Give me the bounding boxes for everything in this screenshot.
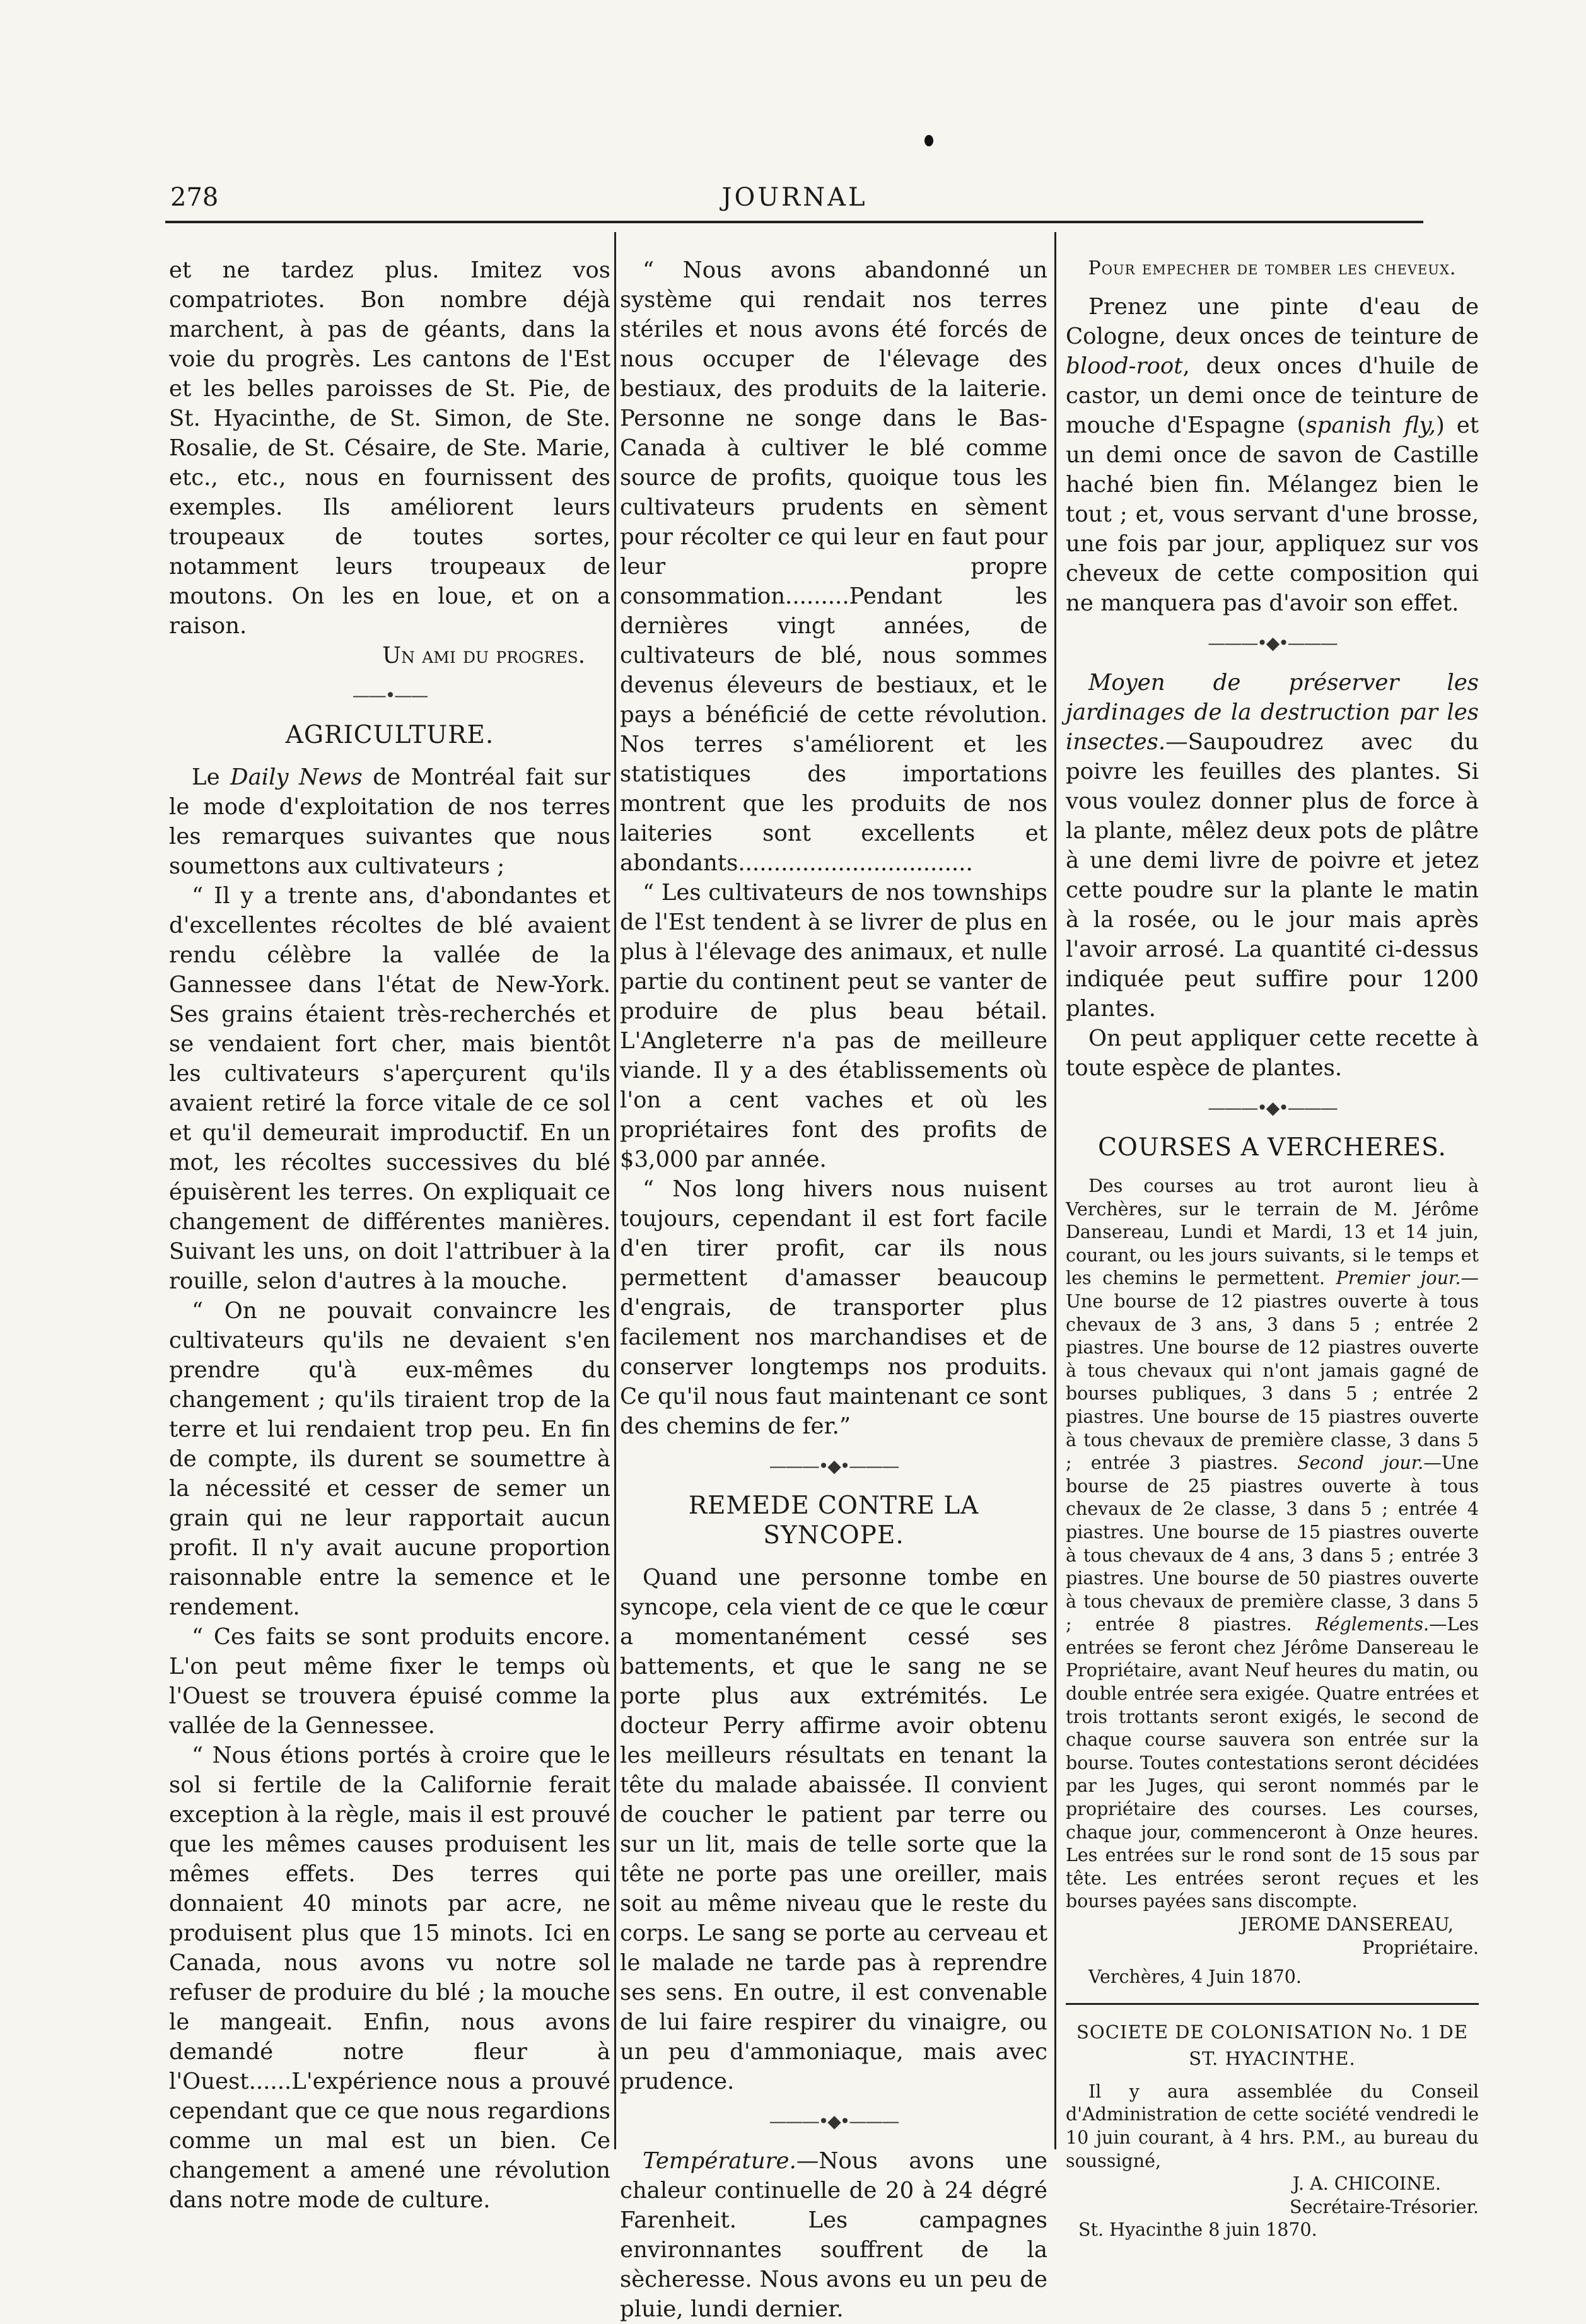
- article-heading: REMEDE CONTRE LA SYNCOPE.: [688, 1492, 979, 1550]
- signature-title: Propriétaire.: [1362, 1937, 1479, 1958]
- paragraph: “ On ne pouvait convaincre les cultivateurs qu'ils ne devaient s'en prendre qu'à eux-mêmes du changement ; qu'ils tiraient trop de la terre et lui rendaient trop peu. En fin de compte, ils durent se soumettre à la nécessité et cesser de semer un grain qui ne leur rapportait aucun profit. Il n'y avait aucune proportion raisonnable entre la semence et le rendement.: [169, 1298, 610, 1620]
- article-heading: AGRICULTURE.: [285, 721, 494, 749]
- paragraph: Prenez une pinte d'eau de Cologne, deux onces de teinture de blood-root, deux onces d'huile de castor, un demi once de teinture de mouche d'Espagne (spanish fly,) et un demi once de savon de Castille haché bien fin. Mélangez bien le tout ; et, vous servant d'une brosse, une fois par jour, appliquez sur vos cheveux de cette composition qui ne manquera pas d'avoir son effet.: [1066, 294, 1479, 616]
- paragraph: “ Nos long hivers nous nuisent toujours, cependant il est fort facile d'en tirer profit, car ils nous permettent d'amasser beaucoup d'engrais, de transporter plus facilement nos marchandises et de conserver longtemps nos produits. Ce qu'il nous faut maintenant ce sont des chemins de fer.”: [620, 1176, 1047, 1439]
- paragraph: On peut appliquer cette recette à toute espèce de plantes.: [1066, 1025, 1479, 1081]
- paragraph: Température.—Nous avons une chaleur continuelle de 20 à 24 dégré Farenheit. Les campagnes environnantes souffrent de la sècheresse. Nous avons eu un peu de pluie, lundi dernier.: [620, 2148, 1047, 2322]
- paragraph: “ Nous avons abandonné un système qui rendait nos terres stériles et nous avons été forcés de nous occuper de l'élevage des bestiaux, des produits de la laiterie. Personne ne songe dans le Bas-Canada à cultiver le blé comme source de profits, quoique tous les cultivateurs prudents en sèment pour récolter ce qui leur en faut pour leur propre consommation.........Pendant les dernières vingt années, de cultivateurs de blé, nous sommes devenus éleveurs de bestiaux, et le pays a bénéficié de cette révolution. Nos terres s'améliorent et les statistiques des importations montrent que les produits de nos laiteries sont excellents et abondants.................................: [620, 257, 1047, 876]
- paragraph: “ Nous étions portés à croire que le sol si fertile de la Californie ferait exception à la règle, mais il est prouvé que les mêmes causes produisent les mêmes effets. Des terres qui donnaient 40 minots par acre, ne produisent plus que 15 minots. Ici en Canada, nous avons vu notre sol refuser de produire du blé ; la mouche le mangeait. Enfin, nous avons demandé notre fleur à l'Ouest......L'expérience nous a prouvé cependant que ce que nous regardions comme un mal est un bien. Ce changement a amené une révolution dans notre mode de culture.: [169, 1743, 610, 2213]
- section-rule: [1066, 2003, 1479, 2005]
- signature-name: JEROME DANSEREAU,: [1240, 1914, 1454, 1935]
- dateline: Verchères, 4 Juin 1870.: [1088, 1966, 1302, 1988]
- separator: ——•——: [352, 685, 428, 706]
- page-number: 278: [170, 183, 219, 212]
- paragraph: Moyen de préserver les jardinages de la destruction par les insectes.—Saupoudrez avec du poivre les feuilles des plantes. Si vous voulez donner plus de force à la plante, mêlez deux pots de plâtre à une demi livre de poivre et jetez cette poudre sur la plante le matin à la rosée, ou le jour mais après l'avoir arrosé. La quantité ci-dessus indiquée peut suffire pour 1200 plantes.: [1066, 670, 1479, 1022]
- separator: ———•◆•———: [1208, 1097, 1337, 1118]
- paragraph: “ Il y a trente ans, d'abondantes et d'excellentes récoltes de blé avaient rendu célèbre la vallée de la Gannessee dans l'état de New-York. Ses grains étaient très-recherchés et se vendaient fort cher, mais bientôt les cultivateurs s'aperçurent qu'ils avaient retiré la force vitale de ce sol et qu'il demeurait improductif. En un mot, les récoltes successives du blé épuisèrent les terres. On expliquait ce changement de différentes manières. Suivant les uns, on doit l'attribuer à la rouille, selon d'autres à la mouche.: [169, 883, 610, 1294]
- signature-title: Secrétaire-Trésorier.: [1290, 2196, 1479, 2217]
- dateline: St. Hyacinthe 8 juin 1870.: [1078, 2219, 1317, 2241]
- signature-name: J. A. CHICOINE.: [1292, 2173, 1441, 2195]
- page-header: [170, 183, 1419, 221]
- article-heading: COURSES A VERCHERES.: [1098, 1133, 1447, 1162]
- paragraph: et ne tardez plus. Imitez vos compatriotes. Bon nombre déjà marchent, à pas de géants, dans la voie du progrès. Les cantons de l'Est et les belles paroisses de St. Pie, de St. Hyacinthe, de St. Simon, de Ste. Rosalie, de St. Césaire, de Ste. Marie, etc., etc., nous en fournissent des exemples. Ils améliorent leurs troupeaux de toutes sortes, notamment leurs troupeaux de moutons. On les en loue, et on a raison.: [169, 257, 610, 639]
- separator: ———•◆•———: [1208, 633, 1337, 653]
- article-heading: ST. HYACINTHE.: [1189, 2047, 1356, 2069]
- article-heading: SOCIETE DE COLONISATION No. 1 DE: [1076, 2021, 1468, 2043]
- column-3: [1066, 255, 1479, 2242]
- paragraph: Quand une personne tombe en syncope, cela vient de ce que le cœur a momentanément cessé ses battements, et que le sang ne se porte plus aux extrémités. Le docteur Perry affirme avoir obtenu les meilleurs résultats en tenant la tête du malade abaissée. Il convient de coucher le patient par terre ou sur un lit, mais de telle sorte que la tête ne porte pas une oreiller, mais soit au même niveau que le reste du corps. Le sang se porte au cerveau et le malade ne tarde pas à reprendre ses sens. En outre, il est convenable de lui faire respirer du vinaigre, ou un peu d'ammoniaque, mais avec prudence.: [620, 1565, 1047, 2094]
- column-2: [620, 255, 1047, 2324]
- paragraph: Des courses au trot auront lieu à Verchères, sur le terrain de M. Jérôme Dansereau, Lundi et Mardi, 13 et 14 juin, courant, ou les jours suivants, si le temps et les chemins le permettent. Premier jour.—Une bourse de 12 piastres ouverte à tous chevaux de 3 ans, 3 dans 5 ; entrée 2 piastres. Une bourse de 12 piastres ouverte à tous chevaux qui n'ont jamais gagné de bourses publiques, 3 dans 5 ; entrée 2 piastres. Une bourse de 15 piastres ouverte à tous chevaux de première classe, 3 dans 5 ; entrée 3 piastres. Second jour.—Une bourse de 25 piastres ouverte à tous chevaux de 2e classe, 3 dans 5 ; entrée 4 piastres. Une bourse de 15 piastres ouverte à tous chevaux de 4 ans, 3 dans 5 ; entrée 3 piastres. Une bourse de 50 piastres ouverte à tous chevaux de première classe, 3 dans 5 ; entrée 8 piastres. Réglements.—Les entrées se feront chez Jérôme Dansereau le Propriétaire, avant Neuf heures du matin, ou double entrée sera exigée. Quatre entrées et trois trottants seront exigés, le second de chaque course sauvera son entrée sur la bourse. Toutes contestations seront décidées par les Juges, qui seront nommés par le propriétaire des courses. Les courses, chaque jour, commenceront à Onze heures. Les entrées sur le rond sont de 15 sous par tête. Les entrées seront reçues et les bourses payées sans discompte.: [1066, 1176, 1479, 1912]
- article-heading: Pour empecher de tomber les cheveux.: [1088, 257, 1457, 279]
- signature: Un ami du progres.: [382, 643, 585, 669]
- header-rule: [165, 221, 1423, 223]
- column-1: [169, 255, 610, 2215]
- separator: ———•◆•———: [769, 1456, 899, 1476]
- paragraph: Le Daily News de Montréal fait sur le mode d'exploitation de nos terres les remarques suivantes que nous soumettons aux cultivateurs ;: [169, 764, 611, 879]
- paragraph: “ Ces faits se sont produits encore. L'on peut même fixer le temps où l'Ouest se trouvera épuisé comme la vallée de la Gennessee.: [169, 1624, 610, 1739]
- paragraph: “ Les cultivateurs de nos townships de l'Est tendent à se livrer de plus en plus à l'élevage des animaux, et nulle partie du continent peut se vanter de produire de plus beau bétail. L'Angleterre n'a pas de meilleure viande. Il y a des établissements où l'on a cent vaches et où les propriétaires font des profits de $3,000 par année.: [620, 880, 1047, 1172]
- column-divider-2: [1054, 232, 1056, 2149]
- column-divider-1: [614, 232, 616, 2149]
- journal-title: JOURNAL: [721, 183, 868, 212]
- paragraph: Il y aura assemblée du Conseil d'Administration de cette société vendredi le 10 juin courant, à 4 hrs. P.M., au bureau du soussigné,: [1066, 2081, 1479, 2171]
- separator: ———•◆•———: [769, 2111, 899, 2132]
- ink-dot: [924, 135, 933, 146]
